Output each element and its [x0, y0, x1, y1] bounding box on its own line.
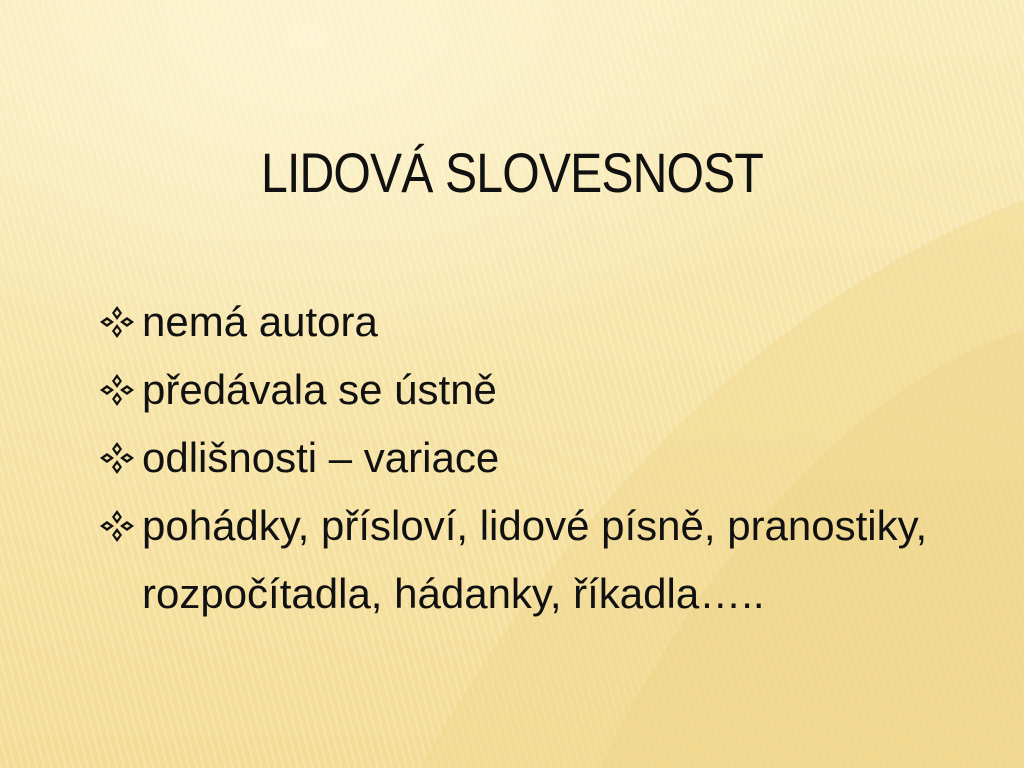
bullet-text: odlišnosti – variace: [142, 434, 500, 481]
bullet-item: [96, 356, 976, 424]
bullet-text: pohádky, přísloví, lidové písně, pranostiky, rozpočítadla, hádanky, říkadla…..: [142, 502, 928, 617]
bullet-item: [96, 492, 976, 628]
bullet-text: předávala se ústně: [142, 366, 497, 413]
diamond-bullet-icon: [98, 509, 136, 543]
diamond-bullet-icon: [98, 441, 136, 475]
bullet-item: [96, 424, 976, 492]
diamond-bullet-icon: [98, 305, 136, 339]
slide-title: LIDOVÁ SLOVESNOST: [261, 141, 763, 204]
bullet-item: [96, 288, 976, 356]
bullet-text: nemá autora: [142, 298, 378, 345]
bullet-list: [96, 288, 976, 628]
diamond-bullet-icon: [98, 373, 136, 407]
